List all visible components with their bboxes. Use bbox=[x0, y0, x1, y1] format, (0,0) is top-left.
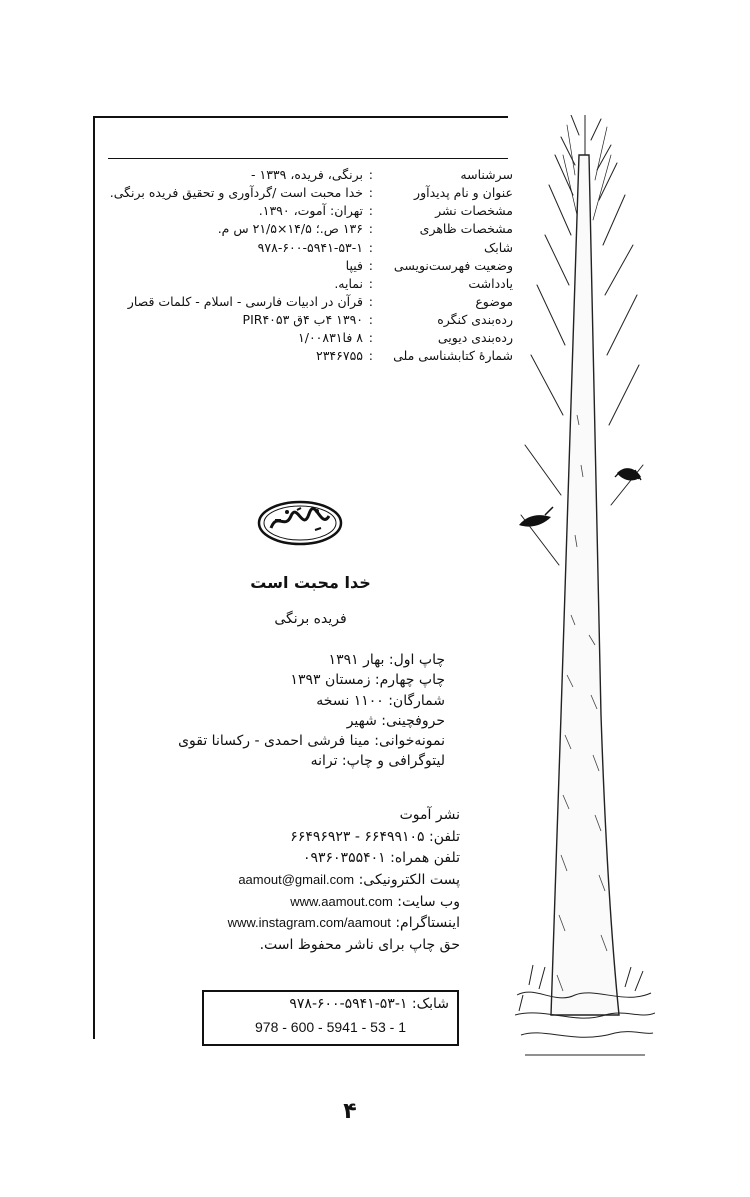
website-row bbox=[150, 892, 460, 914]
email-label: پست الکترونیکی: bbox=[358, 872, 460, 889]
cip-colon: : bbox=[368, 275, 373, 291]
tree-illustration bbox=[515, 115, 655, 1105]
cip-value: قرآن در ادبیات فارسی - اسلام - کلمات قصار bbox=[127, 293, 363, 309]
cip-label: وضعیت فهرست‌نویسی bbox=[393, 257, 513, 273]
cip-label: شمارهٔ کتابشناسی ملی bbox=[393, 348, 513, 364]
cataloging-in-publication bbox=[108, 166, 513, 365]
cip-colon: : bbox=[368, 167, 373, 182]
copyright-notice: حق چاپ برای ناشر محفوظ است. bbox=[259, 937, 460, 954]
cip-label: رده‌بندی کنگره bbox=[437, 312, 513, 327]
edition-line: چاپ اول: بهار ۱۳۹۱ bbox=[328, 652, 445, 668]
publisher-phone: تلفن: ۶۶۴۹۹۱۰۵ - ۶۶۴۹۶۹۲۳ bbox=[290, 828, 460, 845]
frame-top-border bbox=[93, 116, 508, 118]
cip-row bbox=[108, 166, 513, 184]
isbn-box bbox=[202, 990, 459, 1046]
edition-line: چاپ چهارم: زمستان ۱۳۹۳ bbox=[290, 672, 445, 689]
website-label: وب سایت: bbox=[397, 893, 460, 910]
cip-row bbox=[108, 220, 513, 238]
cip-value: ۱۳۶ ص.؛ ۱۴/۵×۲۱/۵ س م. bbox=[217, 221, 363, 237]
header-rule bbox=[108, 158, 508, 159]
cip-label: مشخصات نشر bbox=[435, 203, 513, 219]
email-row bbox=[150, 870, 460, 892]
book-title: خدا محبت است bbox=[250, 573, 371, 592]
cip-value: تهران: آموت، ۱۳۹۰. bbox=[258, 203, 363, 219]
edition-line: نمونه‌خوانی: مینا فرشی احمدی - رکسانا تقوی bbox=[178, 733, 445, 750]
cip-value: ۸ فا۱/۰۰۸۳۱ bbox=[298, 330, 363, 346]
page-number: ۴ bbox=[343, 1099, 357, 1124]
cip-label: موضوع bbox=[475, 293, 513, 309]
cip-row bbox=[108, 329, 513, 347]
cip-value: فیپا bbox=[345, 257, 363, 273]
edition-info bbox=[140, 650, 445, 772]
cip-value: برنگی، فریده، ۱۳۳۹ - bbox=[251, 167, 363, 182]
cip-colon: : bbox=[368, 185, 373, 201]
cip-colon: : bbox=[368, 257, 373, 273]
cip-value: ۹۷۸-۶۰۰-۵۹۴۱-۵۳-۱ bbox=[257, 239, 363, 255]
cip-row bbox=[108, 275, 513, 293]
isbn-persian: شابک: ۱-۵۳-۵۹۴۱-۶۰۰-۹۷۸ bbox=[289, 996, 449, 1012]
cip-colon: : bbox=[368, 348, 373, 364]
isbn-latin: 978 - 600 - 5941 - 53 - 1 bbox=[255, 1019, 406, 1035]
cip-label: مشخصات ظاهری bbox=[419, 221, 513, 237]
frame-left-border bbox=[93, 116, 95, 1039]
cip-label: عنوان و نام پدیدآور bbox=[414, 185, 513, 201]
edition-line: شمارگان: ۱۱۰۰ نسخه bbox=[316, 692, 445, 709]
cip-row bbox=[108, 184, 513, 202]
cip-value: نمایه. bbox=[334, 275, 363, 291]
publisher-contact bbox=[150, 805, 460, 957]
cip-row bbox=[108, 202, 513, 220]
cip-value: خدا محبت است /گردآوری و تحقیق فریده برنگی. bbox=[109, 185, 363, 201]
cip-label: شابک bbox=[484, 239, 513, 255]
publisher-name: نشر آموت bbox=[399, 807, 460, 823]
edition-line: لیتوگرافی و چاپ: ترانه bbox=[310, 753, 445, 770]
cip-colon: : bbox=[368, 330, 373, 346]
cip-colon: : bbox=[368, 239, 373, 255]
cip-row bbox=[108, 257, 513, 275]
email-link[interactable]: aamout@gmail.com bbox=[238, 872, 355, 888]
cip-row bbox=[108, 293, 513, 311]
edition-line: حروفچینی: شهیر bbox=[346, 712, 445, 729]
cip-value: ۱۳۹۰ ۴ب ۴ق PIR۴۰۵۳ bbox=[242, 312, 363, 327]
instagram-link[interactable]: www.instagram.com/aamout bbox=[227, 915, 391, 931]
cip-row bbox=[108, 239, 513, 257]
cip-colon: : bbox=[368, 203, 373, 219]
author-name: فریده برنگی bbox=[274, 611, 347, 627]
publisher-mobile: تلفن همراه: ۰۹۳۶۰۳۵۵۴۰۱ bbox=[302, 850, 460, 867]
cip-colon: : bbox=[368, 312, 373, 327]
publisher-logo bbox=[257, 500, 343, 546]
website-link[interactable]: www.aamout.com bbox=[290, 893, 393, 909]
cip-label: رده‌بندی دیویی bbox=[437, 330, 513, 346]
cip-colon: : bbox=[368, 221, 373, 237]
cip-row bbox=[108, 311, 513, 329]
cip-value: ۲۳۴۶۷۵۵ bbox=[316, 348, 363, 364]
instagram-row bbox=[150, 913, 460, 935]
cip-row bbox=[108, 347, 513, 365]
cip-colon: : bbox=[368, 293, 373, 309]
cip-label: سرشناسه bbox=[460, 167, 513, 182]
cip-label: یادداشت bbox=[468, 275, 513, 291]
instagram-label: اینستاگرام: bbox=[395, 915, 460, 932]
